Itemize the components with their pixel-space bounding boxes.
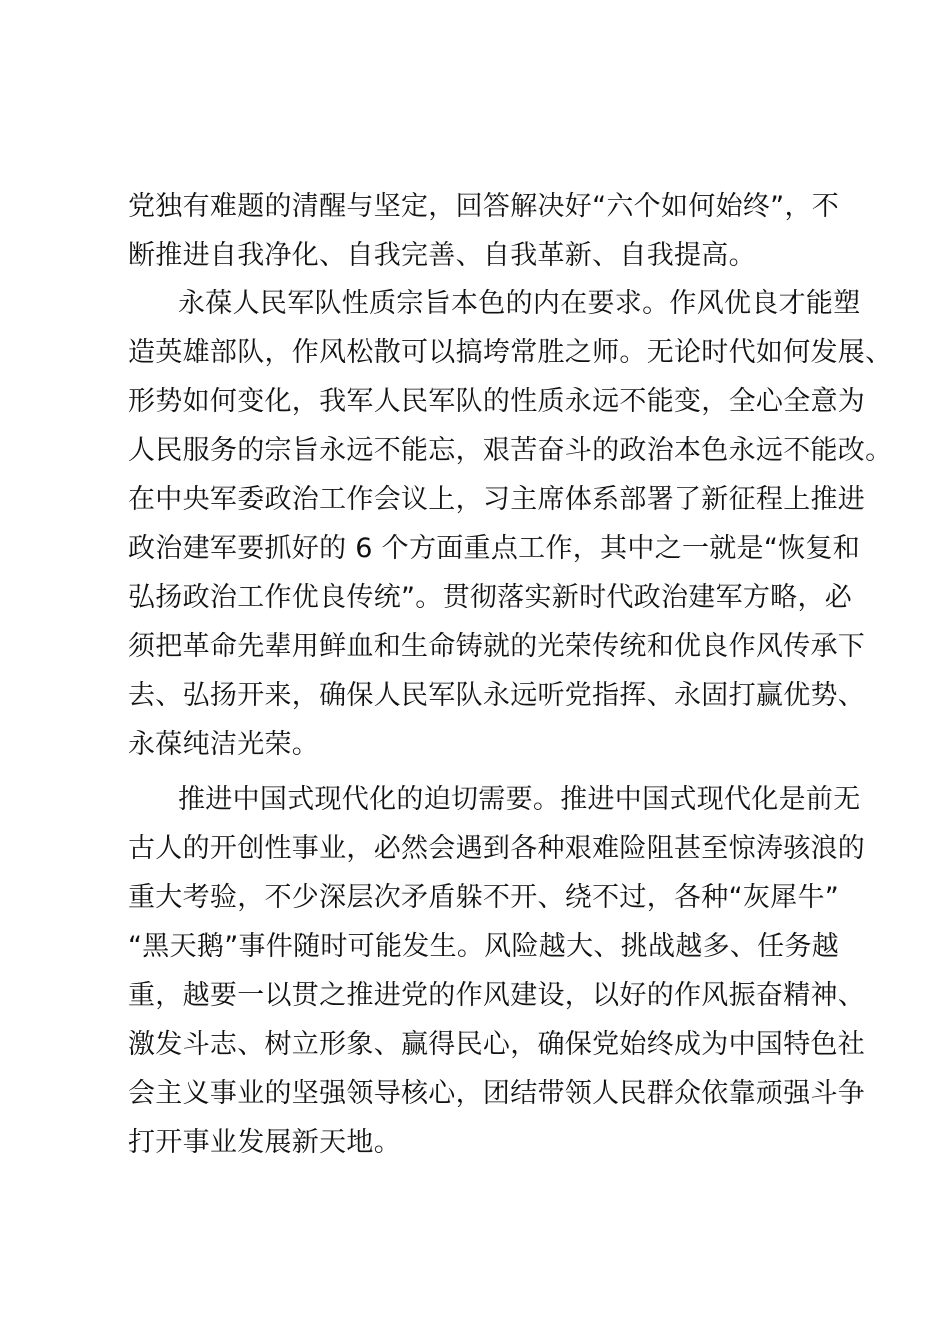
text-line: 重，越要一以贯之推进党的作风建设，以好的作风振奋精神、: [128, 980, 866, 1011]
text-line: 古人的开创性事业，必然会遇到各种艰难险阻甚至惊涛骇浪的: [128, 833, 866, 864]
text-line: 激发斗志、树立形象、赢得民心，确保党始终成为中国特色社: [128, 1029, 866, 1060]
text-line: 人民服务的宗旨永远不能忘，艰苦奋斗的政治本色永远不能改。: [128, 435, 893, 466]
text-line: “黑天鹅”事件随时可能发生。风险越大、挑战越多、任务越: [128, 931, 840, 962]
text-line: 政治建军要抓好的 6 个方面重点工作，其中之一就是“恢复和: [128, 533, 861, 564]
text-line: 弘扬政治工作优良传统”。贯彻落实新时代政治建军方略，必: [128, 582, 853, 613]
paragraph-start-line: 推进中国式现代化的迫切需要。推进中国式现代化是前无: [178, 784, 861, 815]
text-line: 永葆纯洁光荣。: [128, 729, 320, 760]
text-line: 断推进自我净化、自我完善、自我革新、自我提高。: [128, 240, 756, 271]
text-line: 去、弘扬开来，确保人民军队永远听党指挥、永固打赢优势、: [128, 680, 866, 711]
text-line: 党独有难题的清醒与坚定，回答解决好“六个如何始终”，不: [128, 191, 840, 222]
text-line: 造英雄部队，作风松散可以搞垮常胜之师。无论时代如何发展、: [128, 337, 893, 368]
text-line: 打开事业发展新天地。: [128, 1127, 401, 1158]
paragraph-start-line: 永葆人民军队性质宗旨本色的内在要求。作风优良才能塑: [178, 288, 861, 319]
text-line: 须把革命先辈用鲜血和生命铸就的光荣传统和优良作风传承下: [128, 631, 866, 662]
text-line: 形势如何变化，我军人民军队的性质永远不能变，全心全意为: [128, 386, 866, 417]
text-line: 重大考验，不少深层次矛盾躲不开、绕不过，各种“灰犀牛”: [128, 882, 840, 913]
text-line: 在中央军委政治工作会议上，习主席体系部署了新征程上推进: [128, 484, 866, 515]
text-line: 会主义事业的坚强领导核心，团结带领人民群众依靠顽强斗争: [128, 1078, 866, 1109]
